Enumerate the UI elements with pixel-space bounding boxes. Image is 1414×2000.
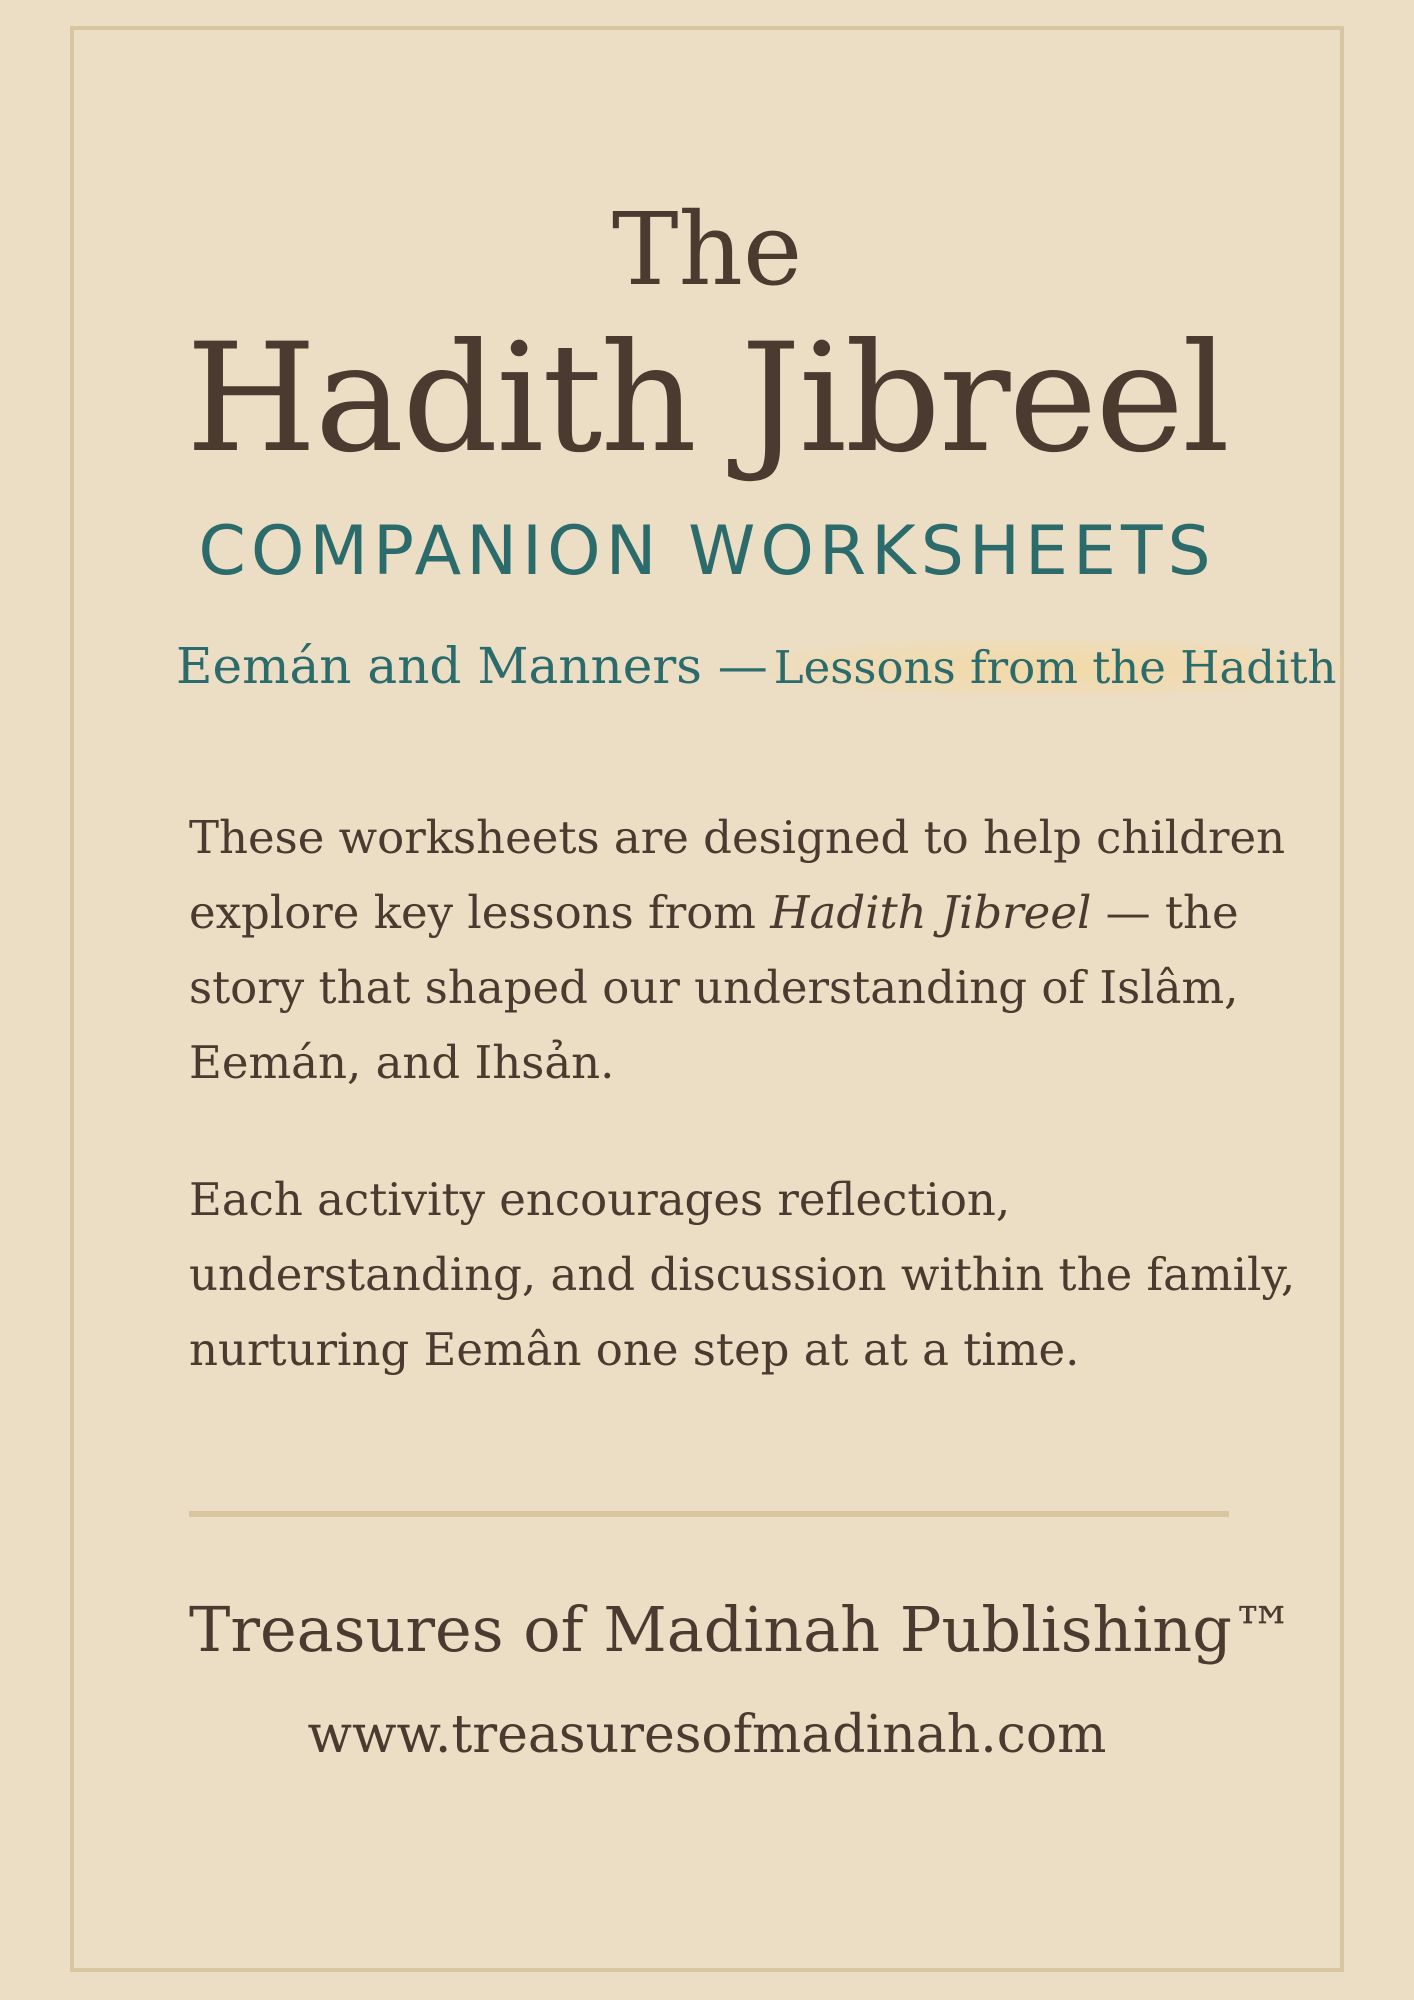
intro-text-after: — the story that shaped our understanding of Islâm, Eemán, and Ihsản. xyxy=(189,886,1239,1089)
page-title: Hadith Jibreel xyxy=(185,312,1229,486)
tagline-part1: Eemán and Manners xyxy=(176,637,702,695)
tagline xyxy=(176,635,1343,699)
intro-emphasis: Hadith Jibreel xyxy=(770,886,1092,939)
tagline-dash: — xyxy=(717,637,768,695)
section-divider xyxy=(189,1511,1229,1517)
website-url: www.treasuresofmadinah.com xyxy=(307,1705,1107,1765)
publisher-name: Treasures of Madinah Publishing™ xyxy=(189,1593,1294,1666)
activity-paragraph: Each activity encourages reflection, understanding, and discussion within the family, nurturing Eemân one step at at a time. xyxy=(189,1173,1296,1376)
title-article: The xyxy=(611,191,803,308)
tagline-highlight: Lessons from the Hadith xyxy=(768,639,1343,696)
page-subtitle: COMPANION WORKSHEETS xyxy=(198,512,1216,591)
intro-paragraph xyxy=(189,800,1309,1100)
intro-text-before: These worksheets are designed to help children explore key lessons from xyxy=(189,811,1286,939)
